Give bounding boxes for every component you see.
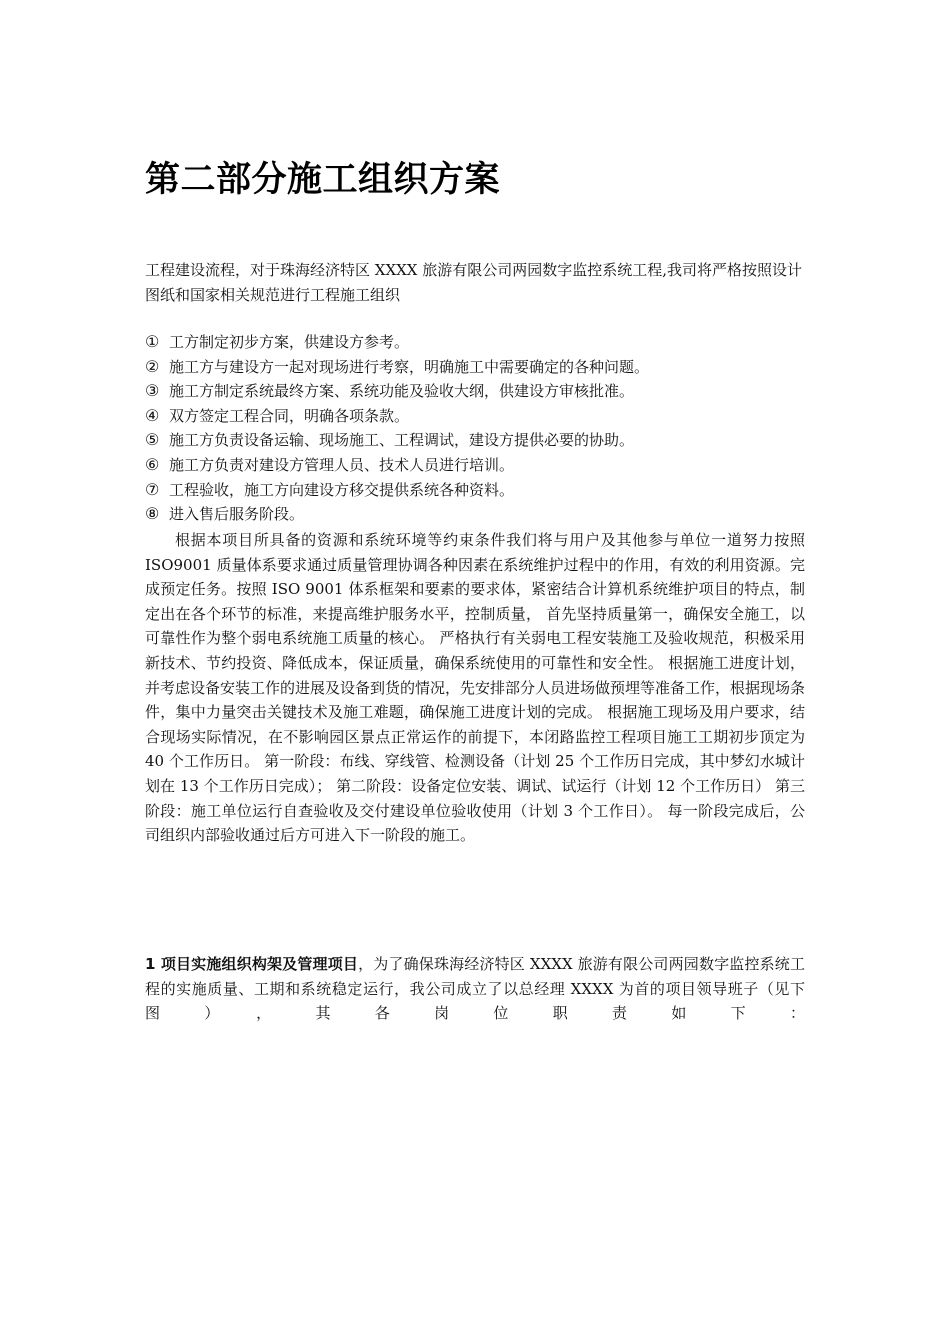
main-paragraph: 根据本项目所具备的资源和系统环境等约束条件我们将与用户及其他参与单位一道努力按照 ISO9001 质量体系要求通过质量管理协调各种因素在系统维护过程中的作用，有效的利用资源。完成预定任务。按照 ISO 9001 体系框架和要素的要求体，紧密结合计算机系统维护项目的特点，制定出在各个环节的标准，来提高维护服务水平，控制质量， 首先坚持质量第一，确保安全施工，以可靠性作为整个弱电系统施工质量的核心。 严格执行有关弱电工程安装施工及验收规范，积极采用新技术、节约投资、降低成本，保证质量，确保系统使用的可靠性和安全性。 根据施工进度计划，并考虑设备安装工作的进展及设备到货的情况，先安排部分人员进场做预埋等准备工作，根据现场条件，集中力量突击关键技术及施工难题，确保施工进度计划的完成。 根据施工现场及用户要求，结合现场实际情况，在不影响园区景点正常运作的前提下，本闭路监控工程项目施工工期初步顶定为 40 个工作历日。 第一阶段：布线、穿线管、检测设备（计划 25 个工作历日完成，其中梦幻水城计划在 13 个工作历日完成）； 第二阶段：设备定位安装、调试、试运行（计划 12 个工作历日） 第三阶段：施工单位运行自查验收及交付建设单位验收使用（计划 3 个工作日）。 每一阶段完成后，公司组织内部验收通过后方可进入下一阶段的施工。 <box>145 531 806 845</box>
list-item <box>145 330 805 355</box>
process-steps-list <box>145 330 805 527</box>
intro-paragraph: 工程建设流程，对于珠海经济特区 XXXX 旅游有限公司两园数字监控系统工程,我司将严格按照设计图纸和国家相关规范进行工程施工组织 <box>145 261 803 304</box>
step-number: ③ <box>145 381 160 401</box>
list-item <box>145 502 805 527</box>
step-number: ④ <box>145 405 160 425</box>
section-text: ，为了确保珠海经济特区 XXXX 旅游有限公司两园数字监控系统工程的实施质量、工期和系统稳定运行，我公司成立了以总经理 XXXX 为首的项目领导班子（见下图），其各岗位职责如下： <box>145 955 805 1022</box>
step-text: 施工方制定系统最终方案、系统功能及验收大纲，供建设方审核批准。 <box>169 382 635 401</box>
document-title: 第二部分施工组织方案 <box>145 160 501 200</box>
step-number: ⑧ <box>145 504 160 524</box>
list-item <box>145 428 805 453</box>
step-text: 工程验收，施工方向建设方移交提供系统各种资料。 <box>169 480 515 499</box>
step-text: 施工方与建设方一起对现场进行考察，明确施工中需要确定的各种问题。 <box>169 357 650 376</box>
list-item <box>145 478 805 503</box>
step-text: 进入售后服务阶段。 <box>169 505 305 524</box>
step-text: 施工方负责设备运输、现场施工、工程调试，建设方提供必要的协助。 <box>169 431 635 450</box>
step-number: ⑦ <box>145 479 160 499</box>
step-number: ② <box>145 356 160 376</box>
list-item <box>145 404 805 429</box>
list-item <box>145 355 805 380</box>
list-item <box>145 453 805 478</box>
section-heading: 1 项目实施组织构架及管理项目 <box>145 955 359 973</box>
section-paragraph <box>145 952 805 1026</box>
step-text: 工方制定初步方案，供建设方参考。 <box>169 333 410 351</box>
step-text: 施工方负责对建设方管理人员、技术人员进行培训。 <box>169 455 515 474</box>
step-number: ① <box>145 332 160 351</box>
list-item <box>145 379 805 404</box>
step-number: ⑥ <box>145 454 160 474</box>
step-text: 双方签定工程合同，明确各项条款。 <box>169 406 410 425</box>
step-number: ⑤ <box>145 430 160 450</box>
